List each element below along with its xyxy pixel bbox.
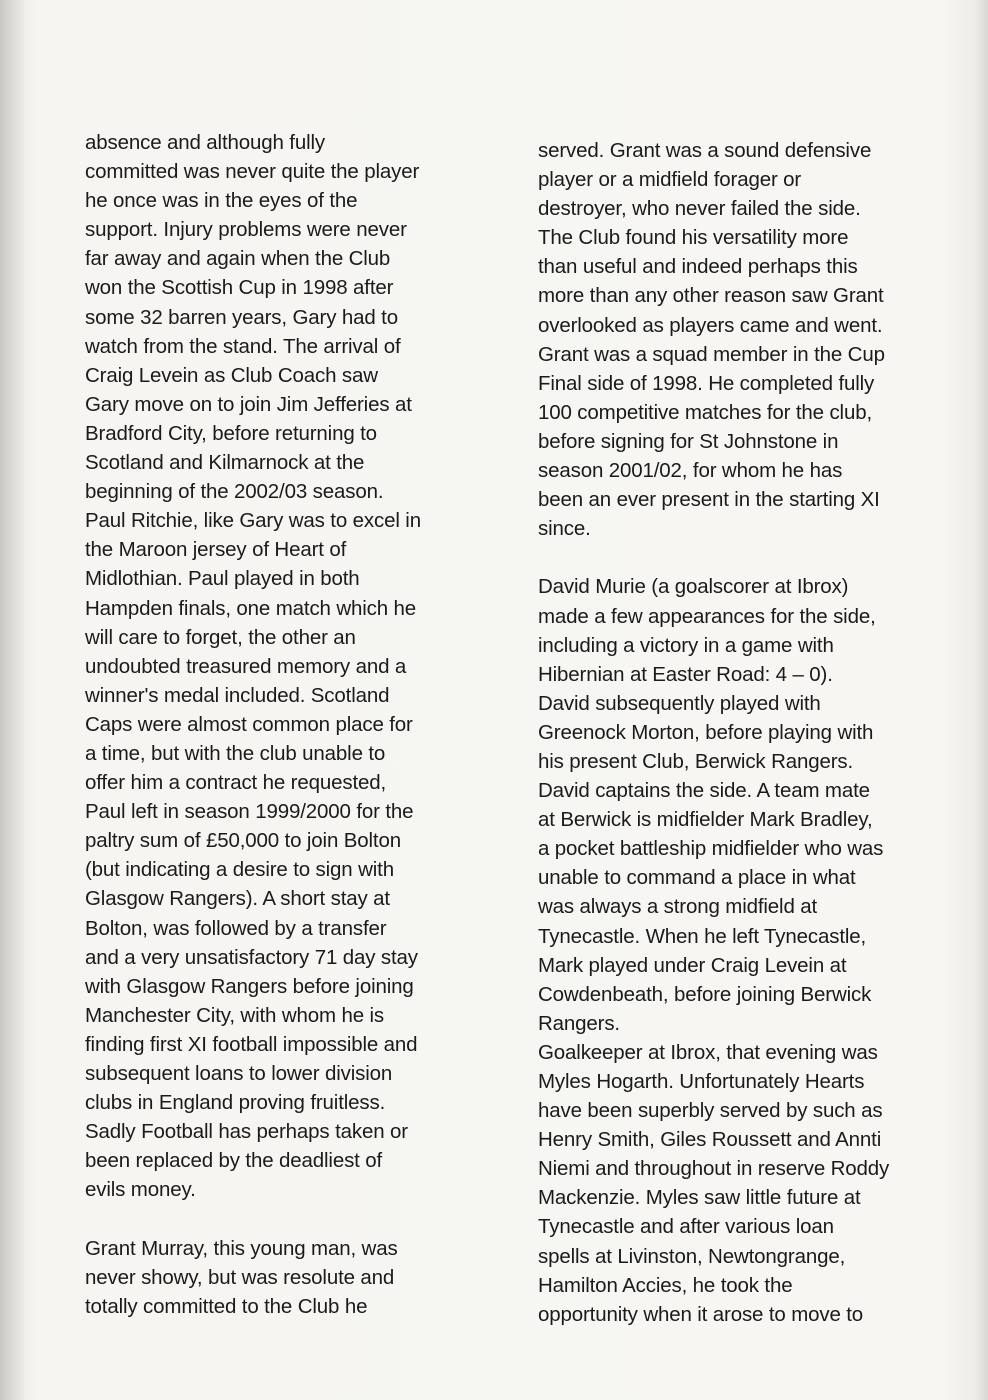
- text-line: unable to command a place in what: [538, 866, 856, 890]
- text-line: Myles Hogarth. Unfortunately Hearts: [538, 1070, 865, 1093]
- text-line: subsequent loans to lower division: [85, 1062, 393, 1085]
- text-line: Goalkeeper at Ibrox, that evening was: [538, 1040, 878, 1064]
- text-line: at Berwick is midfielder Mark Bradley,: [538, 808, 873, 832]
- text-line: made a few appearances for the side,: [538, 604, 876, 628]
- text-line: with Glasgow Rangers before joining: [85, 974, 414, 998]
- text-line: paltry sum of £50,000 to join Bolton: [85, 829, 401, 853]
- text-line: Niemi and throughout in reserve Roddy: [538, 1157, 890, 1181]
- text-line: season 2001/02, for whom he has: [538, 459, 843, 483]
- text-line: Paul left in season 1999/2000 for the: [85, 800, 414, 824]
- paragraph-gap: [538, 543, 968, 572]
- text-line: Bolton, was followed by a transfer: [85, 916, 387, 940]
- text-line: clubs in England proving fruitless.: [85, 1091, 386, 1115]
- text-line: Grant was a squad member in the Cup: [538, 342, 885, 366]
- text-line: won the Scottish Cup in 1998 after: [85, 276, 394, 300]
- text-line: winner's medal included. Scotland: [85, 683, 390, 707]
- text-line: Final side of 1998. He completed fully: [538, 371, 875, 395]
- text-line: support. Injury problems were never: [85, 218, 407, 242]
- text-line: Hibernian at Easter Road: 4 – 0).: [538, 662, 833, 686]
- text-line: undoubted treasured memory and a: [85, 654, 407, 678]
- text-line: finding first XI football impossible and: [85, 1032, 418, 1056]
- text-line: Craig Levein as Club Coach saw: [85, 363, 378, 387]
- right-text-column: [538, 136, 968, 1329]
- text-line: Rangers.: [538, 1011, 620, 1035]
- text-line: served. Grant was a sound defensive: [538, 139, 872, 162]
- text-line: offer him a contract he requested,: [85, 771, 387, 795]
- text-line: The Club found his versatility more: [538, 226, 849, 250]
- text-line: Midlothian. Paul played in both: [85, 567, 360, 591]
- text-line: overlooked as players came and went.: [538, 313, 883, 337]
- text-line: Grant Murray, this young man, was: [85, 1236, 398, 1260]
- text-line: been an ever present in the starting XI: [538, 488, 880, 512]
- text-line: Tynecastle. When he left Tynecastle,: [538, 924, 867, 948]
- text-line: Manchester City, with whom he is: [85, 1003, 385, 1027]
- text-line: Paul Ritchie, like Gary was to excel in: [85, 509, 421, 533]
- text-line: Bradford City, before returning to: [85, 421, 377, 445]
- text-line: have been superbly served by such as: [538, 1099, 883, 1123]
- text-line: he once was in the eyes of the: [85, 189, 358, 213]
- text-line: far away and again when the Club: [85, 247, 391, 271]
- text-line: and a very unsatisfactory 71 day stay: [85, 945, 418, 969]
- text-line: absence and although fully: [85, 131, 326, 154]
- text-line: committed was never quite the player: [85, 160, 420, 184]
- text-line: Mackenzie. Myles saw little future at: [538, 1186, 861, 1210]
- text-line: Hampden finals, one match which he: [85, 596, 417, 620]
- text-line: opportunity when it arose to move to: [538, 1302, 864, 1326]
- text-line: Mark played under Craig Levein at: [538, 953, 847, 977]
- text-line: (but indicating a desire to sign with: [85, 858, 394, 882]
- text-line: will care to forget, the other an: [85, 625, 356, 649]
- text-line: including a victory in a game with: [538, 633, 834, 657]
- text-line: Glasgow Rangers). A short stay at: [85, 887, 390, 911]
- text-line: Henry Smith, Giles Roussett and Annti: [538, 1128, 882, 1152]
- paragraph-gap: [85, 1204, 495, 1233]
- text-line: Hamilton Accies, he took the: [538, 1273, 793, 1297]
- text-line: more than any other reason saw Grant: [538, 284, 884, 308]
- text-line: beginning of the 2002/03 season.: [85, 480, 384, 504]
- text-line: watch from the stand. The arrival of: [85, 334, 401, 358]
- text-line: was always a strong midfield at: [538, 895, 818, 919]
- text-line: since.: [538, 517, 591, 541]
- text-line: David subsequently played with: [538, 691, 821, 715]
- text-line: David captains the side. A team mate: [538, 779, 870, 803]
- page-spine-shadow: [0, 0, 24, 1400]
- text-line: Cowdenbeath, before joining Berwick: [538, 982, 872, 1006]
- text-line: Tynecastle and after various loan: [538, 1215, 834, 1239]
- text-line: than useful and indeed perhaps this: [538, 255, 858, 279]
- text-line: Greenock Morton, before playing with: [538, 720, 874, 744]
- text-line: a time, but with the club unable to: [85, 741, 386, 765]
- text-line: Gary move on to join Jim Jefferies at: [85, 392, 412, 416]
- text-line: spells at Livinston, Newtongrange,: [538, 1244, 846, 1268]
- text-line: his present Club, Berwick Rangers.: [538, 749, 854, 773]
- text-line: before signing for St Johnstone in: [538, 429, 839, 453]
- text-line: player or a midfield forager or: [538, 168, 802, 192]
- text-line: never showy, but was resolute and: [85, 1265, 395, 1289]
- left-text-column: [85, 128, 495, 1321]
- text-line: David Murie (a goalscorer at Ibrox): [538, 575, 849, 599]
- text-line: evils money.: [85, 1178, 196, 1202]
- text-line: some 32 barren years, Gary had to: [85, 305, 398, 329]
- text-line: destroyer, who never failed the side.: [538, 197, 861, 221]
- text-line: Sadly Football has perhaps taken or: [85, 1120, 408, 1144]
- text-line: 100 competitive matches for the club,: [538, 400, 873, 424]
- text-line: a pocket battleship midfielder who was: [538, 837, 884, 861]
- text-line: totally committed to the Club he: [85, 1294, 368, 1318]
- text-line: Caps were almost common place for: [85, 712, 413, 736]
- text-line: the Maroon jersey of Heart of: [85, 538, 347, 562]
- text-line: been replaced by the deadliest of: [85, 1149, 383, 1173]
- text-line: Scotland and Kilmarnock at the: [85, 451, 365, 475]
